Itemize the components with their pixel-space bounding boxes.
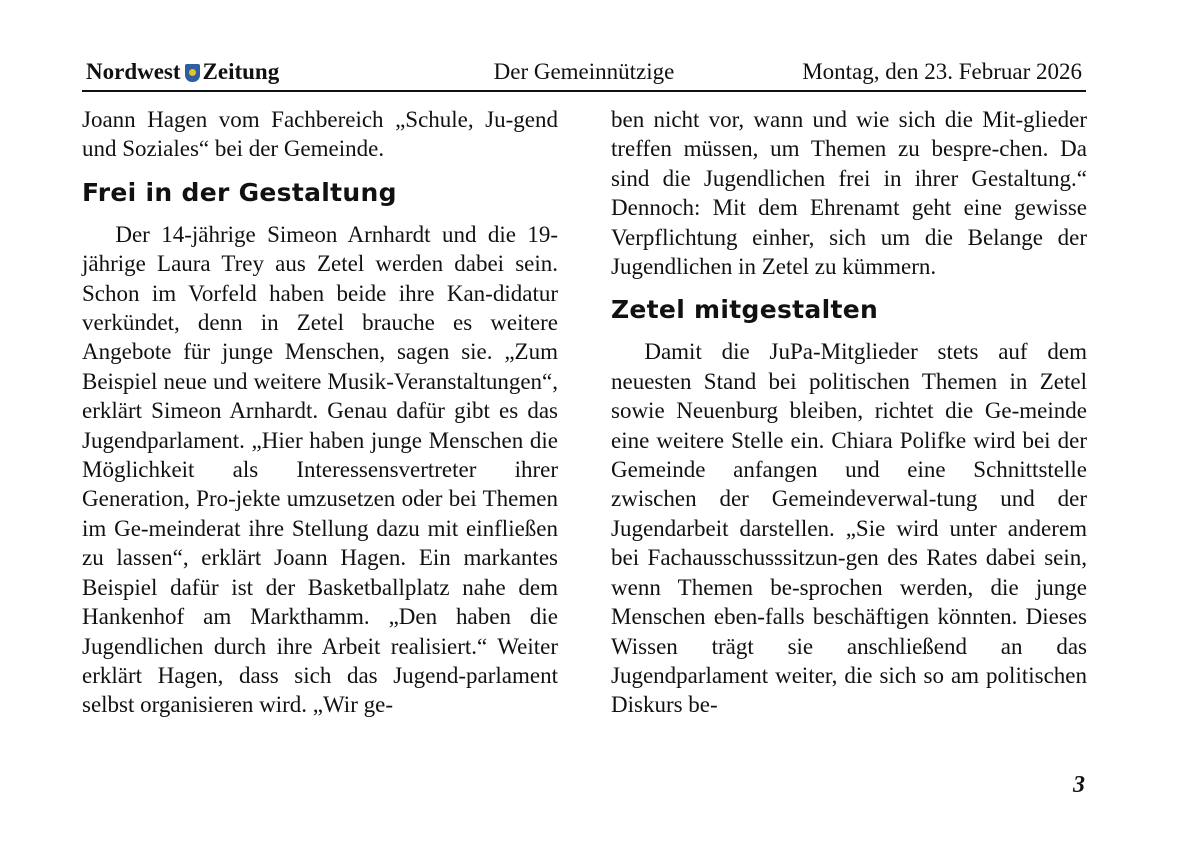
right-column xyxy=(611,105,1087,720)
masthead-right: Zeitung xyxy=(202,59,280,84)
page-header xyxy=(82,56,1086,92)
masthead-left: Nordwest xyxy=(86,59,181,84)
body-paragraph: Der 14-jährige Simeon Arnhardt und die 19-jährige Laura Trey aus Zetel werden dabei sein. Schon im Vorfeld haben beide ihre Kan-​didatur verkündet, denn in Zetel brauche es weitere Angebote für junge Menschen, sagen sie. „Zum Beispiel neue und weitere Musik-​Veranstaltungen“, erklärt Simeon Arnhardt. Genau dafür gibt es das Jugendparlament. „Hier haben junge Menschen die Möglichkeit als Interessensvertreter ihrer Generation, Pro-​jekte umzusetzen oder bei Themen im Ge-​meinderat ihre Stellung dazu mit einfließen zu lassen“, erklärt Joann Hagen. Ein markantes Beispiel dafür ist der Basketballplatz nahe dem Hankenhof am Markthamm. „Den haben die Jugendlichen durch ihre Arbeit realisiert.“ Weiter erklärt Hagen, dass sich das Jugend-​parlament selbst organisieren wird. „Wir ge- xyxy=(82,221,558,718)
section-title: Der Gemeinnützige xyxy=(493,59,675,84)
intro-paragraph: Joann Hagen vom Fachbereich „Schule, Ju-​gend und Soziales“ bei der Gemeinde. xyxy=(82,107,558,162)
left-column xyxy=(82,105,558,720)
continued-paragraph: ben nicht vor, wann und wie sich die Mit-​glieder treffen müssen, um Themen zu bespre-​chen. Da sind die Jugendlichen frei in ihrer Gestaltung.“ Dennoch: Mit dem Ehrenamt geht eine gewisse Verpflichtung einher, sich um die Belange der Jugendlichen in Zetel zu kümmern. xyxy=(611,107,1087,280)
page-number: 3 xyxy=(1073,772,1085,798)
body-paragraph-right: Damit die JuPa-Mitglieder stets auf dem neuesten Stand bei politischen Themen in Zetel sowie Neuenburg bleiben, richtet die Ge-​meinde eine weitere Stelle ein. Chiara Polifke wird bei der Gemeinde anfangen und eine Schnittstelle zwischen der Gemeindeverwal-​tung und der Jugendarbeit darstellen. „Sie wird unter anderem bei Fachausschusssitzun-​gen des Rates dabei sein, wenn Themen be-​sprochen werden, die junge Menschen eben-​falls beschäftigen könnten. Dieses Wissen trägt sie anschließend an das Jugendparlament weiter, die sich so am politischen Diskurs be- xyxy=(611,339,1087,718)
section-heading-gestaltung: Frei in der Gestaltung xyxy=(82,177,397,207)
issue-date: Montag, den 23. Februar 2026 xyxy=(802,59,1082,84)
section-heading-mitgestalten: Zetel mitgestalten xyxy=(611,295,879,325)
